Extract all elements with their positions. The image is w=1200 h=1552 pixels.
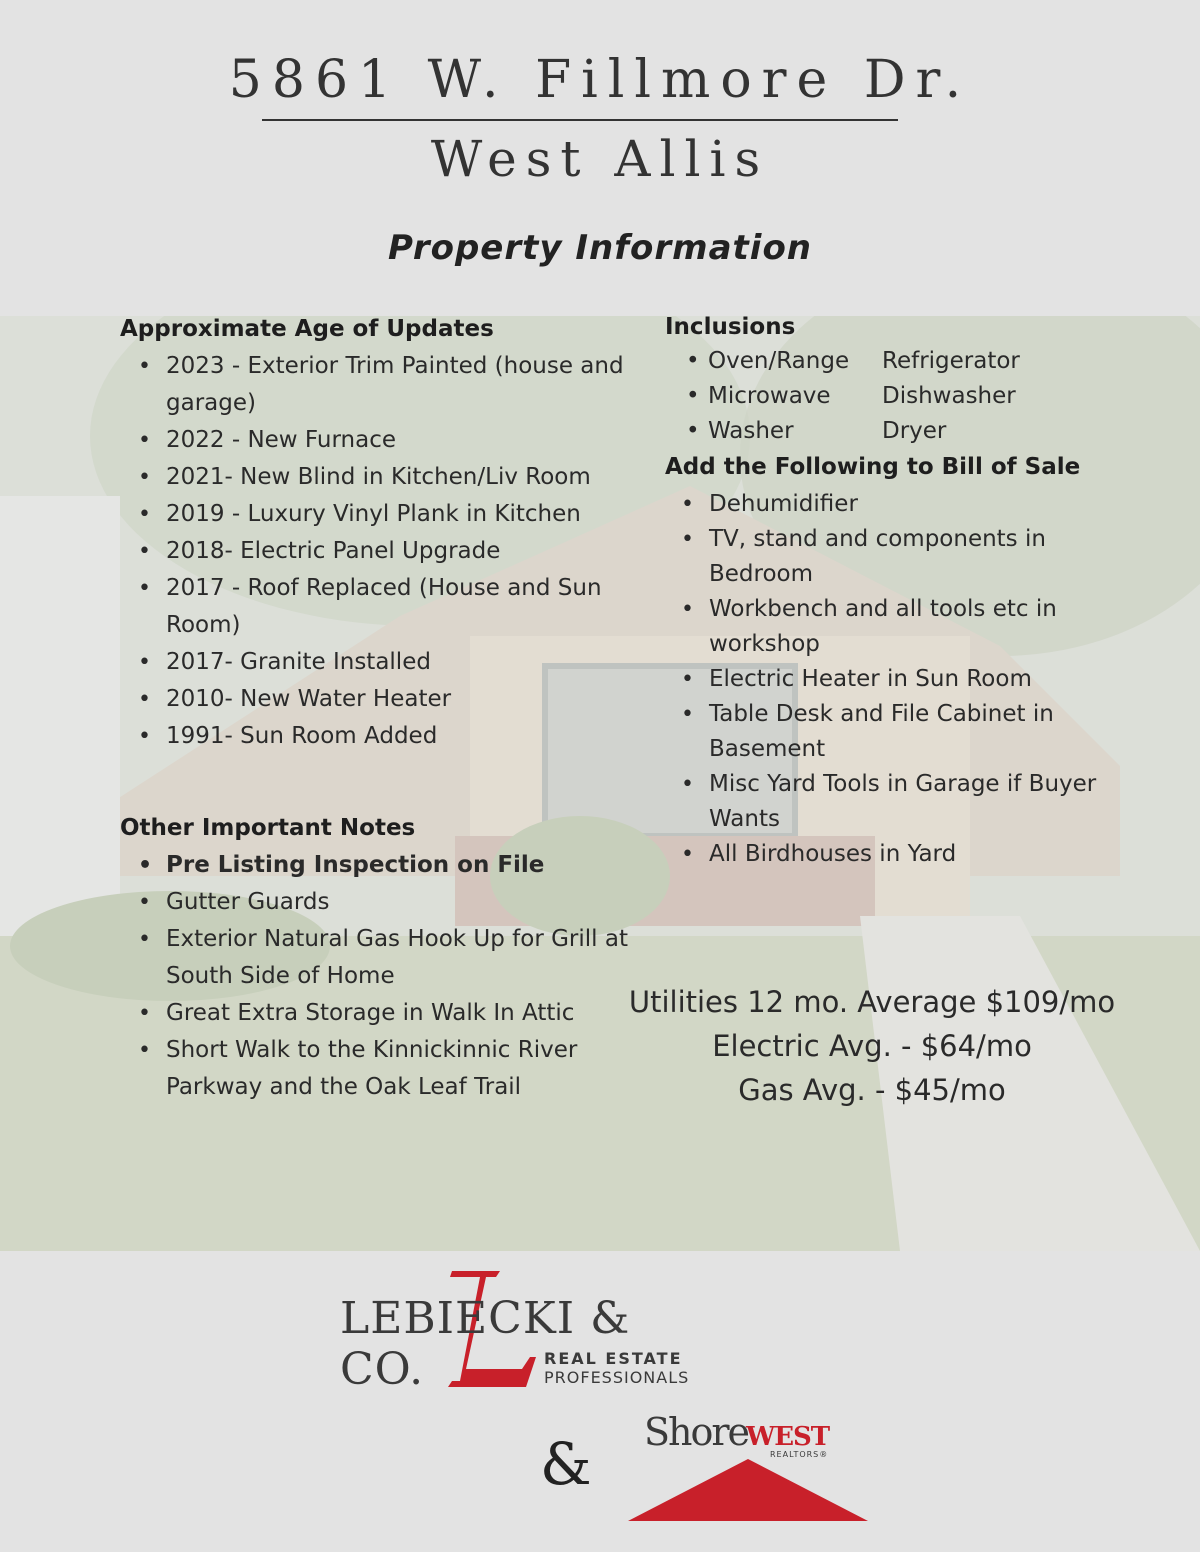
bill-of-sale-list: [663, 487, 1149, 872]
list-item: • Great Extra Storage in Walk In Attic: [166, 995, 636, 1032]
inclusion-item: Microwave: [708, 383, 831, 409]
list-item: • Misc Yard Tools in Garage if Buyer Wants: [709, 767, 1149, 837]
gas-average: Gas Avg. - $45/mo: [738, 1073, 1006, 1107]
list-item: • 2021- New Blind in Kitchen/Liv Room: [166, 459, 636, 496]
title-divider: [262, 119, 898, 121]
list-item: • Pre Listing Inspection on File: [166, 847, 636, 884]
list-item: • Table Desk and File Cabinet in Basement: [709, 697, 1149, 767]
notes-list: [120, 847, 636, 1106]
bullet-icon: •: [686, 383, 700, 409]
bullet-icon: •: [686, 418, 700, 444]
inclusion-item: Refrigerator: [882, 348, 1020, 374]
roof-icon: [628, 1455, 868, 1525]
utilities-average: Utilities 12 mo. Average $109/mo: [628, 985, 1116, 1019]
updates-list: [120, 348, 636, 755]
inclusion-item: Dryer: [882, 418, 947, 444]
brand-sub-professionals: PROFESSIONALS: [544, 1368, 690, 1387]
list-item: • 2022 - New Furnace: [166, 422, 636, 459]
list-item: • Workbench and all tools etc in workshop: [709, 592, 1149, 662]
page-subtitle: Property Information: [387, 228, 813, 268]
list-item: • Short Walk to the Kinnickinnic River Parkway and the Oak Leaf Trail: [166, 1032, 636, 1106]
list-item: • 2010- New Water Heater: [166, 681, 636, 718]
list-item: • 2023 - Exterior Trim Painted (house and garage): [166, 348, 636, 422]
electric-average: Electric Avg. - $64/mo: [712, 1029, 1032, 1063]
bullet-icon: •: [686, 348, 700, 374]
list-item: • Dehumidifier: [709, 487, 1149, 522]
utilities-summary: [622, 980, 1122, 1112]
list-item: • 2018- Electric Panel Upgrade: [166, 533, 636, 570]
shorewest-sub: REALTORS®: [770, 1450, 829, 1459]
list-item: • Electric Heater in Sun Room: [709, 662, 1149, 697]
list-item: • Exterior Natural Gas Hook Up for Grill at South Side of Home: [166, 921, 636, 995]
shorewest-logo: [628, 1410, 868, 1525]
property-city: West Allis: [430, 130, 770, 188]
shorewest-name-a: Shore: [644, 1410, 749, 1454]
property-address: 5861 W. Fillmore Dr.: [228, 50, 972, 110]
shorewest-name-b: WEST: [746, 1422, 830, 1452]
inclusion-item: Dishwasher: [882, 383, 1016, 409]
list-item: • 2019 - Luxury Vinyl Plank in Kitchen: [166, 496, 636, 533]
bill-of-sale-heading: Add the Following to Bill of Sale: [665, 454, 1081, 480]
lebiecki-logo: [340, 1265, 720, 1415]
brand-name: LEBIECKI & CO.: [340, 1293, 631, 1395]
list-item: • All Birdhouses in Yard: [709, 837, 1149, 872]
list-item: • Gutter Guards: [166, 884, 636, 921]
notes-heading: Other Important Notes: [120, 815, 416, 841]
updates-heading: Approximate Age of Updates: [120, 316, 494, 342]
brand-sub-real-estate: REAL ESTATE: [544, 1349, 683, 1368]
inclusion-item: Oven/Range: [708, 348, 850, 374]
list-item: • 1991- Sun Room Added: [166, 718, 636, 755]
inclusions-heading: Inclusions: [665, 314, 796, 340]
inclusion-item: Washer: [708, 418, 794, 444]
list-item: • 2017 - Roof Replaced (House and Sun Room): [166, 570, 636, 644]
list-item: • 2017- Granite Installed: [166, 644, 636, 681]
list-item: • TV, stand and components in Bedroom: [709, 522, 1149, 592]
partner-ampersand: &: [540, 1430, 592, 1498]
